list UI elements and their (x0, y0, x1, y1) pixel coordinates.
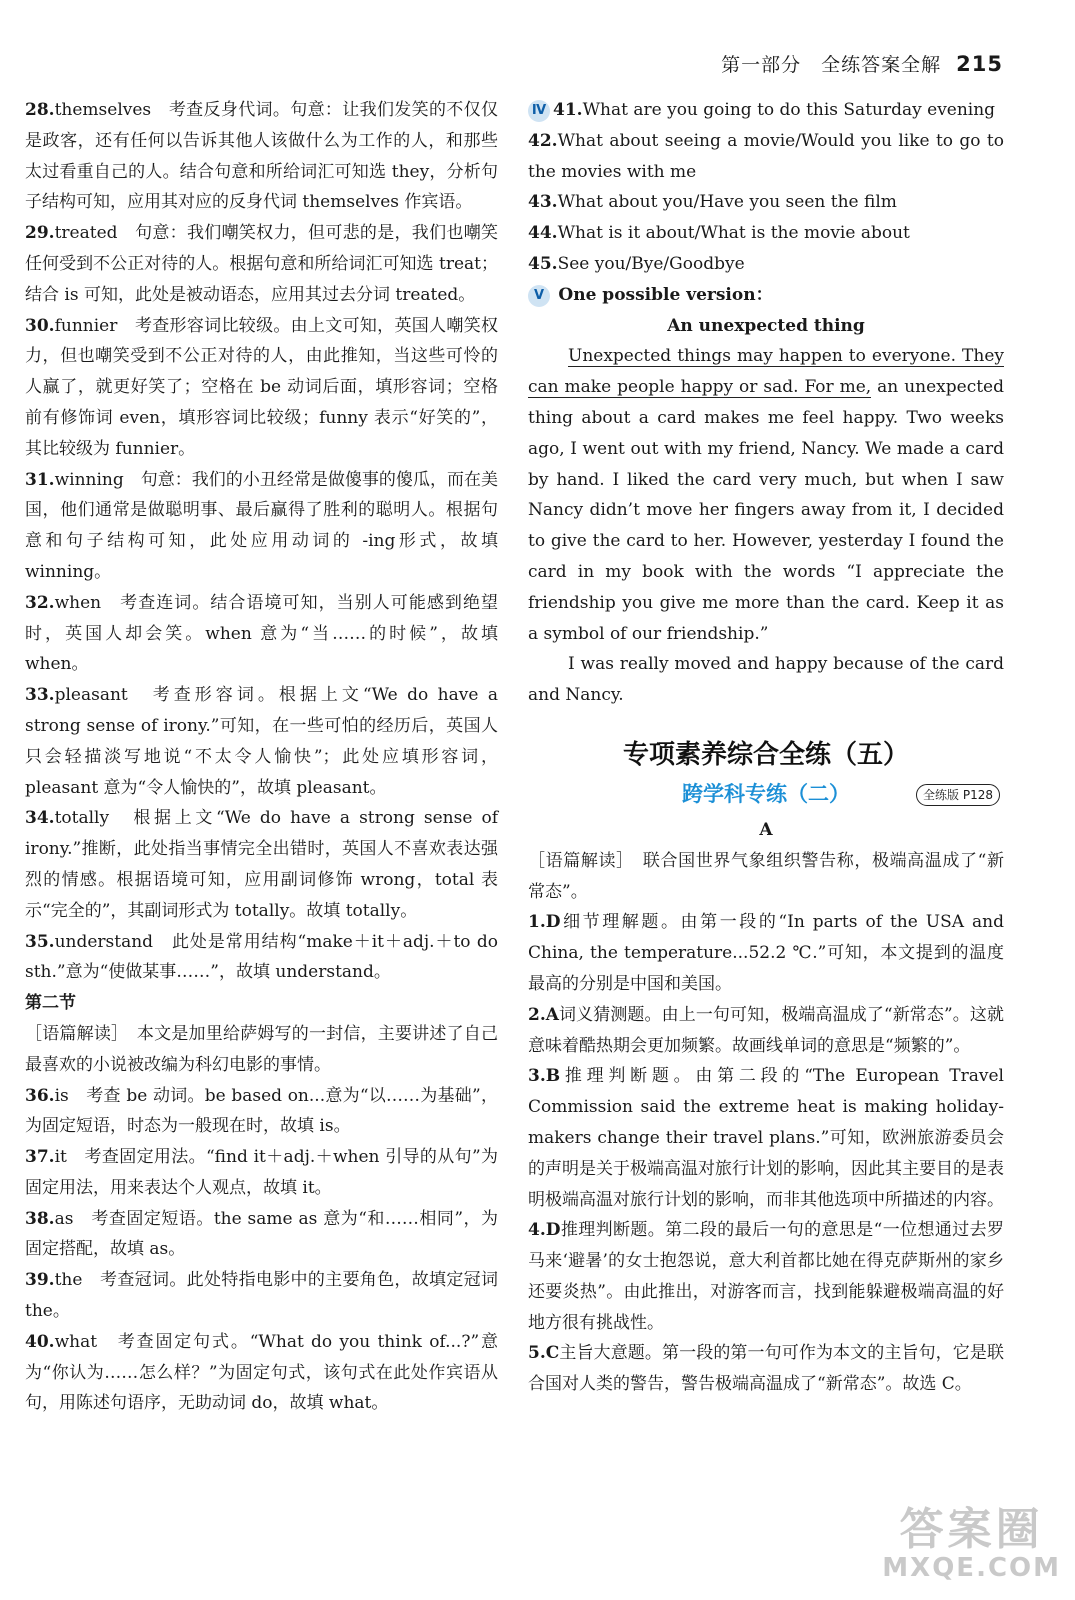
item-text: What about you/Have you seen the film (557, 192, 897, 213)
item-text: funnier 考查形容词比较级。由上文可知，英国人嘲笑权力，但也嘲笑受到不公正对待的人，由此推知，当这些可怜的人赢了，就更好笑了；空格在 be 动词后面，填形容词；空格前有修饰词 even，填形容词比较级；funny 表示“好笑的”，其比较级为 funnier。 (25, 315, 498, 459)
item-text: 细节理解题。由第一段的“In parts of the USA and China, the temperature...52.2 ℃.”可知，本文提到的温度最高的分别是中国和美国。 (528, 912, 1004, 994)
item-number: 29. (25, 223, 55, 244)
reference-page-badge: 全练版 P128 (916, 784, 1000, 806)
watermark-logo (882, 1506, 1061, 1582)
item-number: 43. (528, 192, 558, 213)
item-text: 词义猜测题。由上一句可知，极端高温成了“新常态”。这就意味着酷热期会更加频繁。故画线单词的意思是“频繁的”。 (528, 1004, 1004, 1056)
item-text: See you/Bye/Goodbye (557, 253, 745, 274)
answer-entry (528, 1061, 1004, 1215)
item-text: as 考查固定短语。the same as 意为“和……相同”，为固定搭配，故填 as。 (25, 1208, 498, 1260)
item-number: 32. (25, 592, 55, 613)
item-number: 3.B (528, 1066, 561, 1087)
item-text: understand 此处是常用结构“make＋it＋adj.＋to do sth.”意为“使做某事……”，故填 understand。 (25, 931, 498, 983)
item-text: it 考查固定用法。“find it＋adj.＋when 引导的从句”为固定用法，用来表达个人观点，故填 it。 (25, 1147, 498, 1198)
sub-title-row (528, 779, 1004, 815)
item-number: 40. (25, 1331, 55, 1352)
answer-entry (528, 907, 1004, 999)
item-number: 1.D (528, 912, 561, 933)
answer-entry (25, 218, 498, 310)
model-essay (528, 341, 1004, 711)
answer-entry (25, 588, 498, 680)
item-number: 45. (528, 253, 558, 274)
item-number: 36. (25, 1085, 55, 1106)
part-v-heading: One possible version： (558, 284, 773, 305)
page-header (721, 50, 1003, 77)
answer-entry (528, 1215, 1004, 1338)
watermark-text-cn: 答案圈 (899, 1504, 1044, 1555)
item-number: 2.A (528, 1004, 559, 1025)
item-number: 42. (528, 130, 558, 151)
reading-answer-list (528, 907, 1004, 1400)
answer-entry (25, 680, 498, 803)
answer-entry (25, 465, 498, 588)
essay-title: An unexpected thing (667, 315, 865, 336)
answer-list-second-section (25, 1081, 498, 1420)
item-number: 31. (25, 469, 55, 490)
answer-entry (25, 311, 498, 465)
item-text: 主旨大意题。第一段的第一句可作为本文的主旨句，它是联合国对人类的警告，警告极端高温成了“新常态”。故选 C。 (528, 1343, 1004, 1395)
section-two-heading: 第二节 (25, 993, 76, 1014)
answer-entry (25, 1081, 498, 1143)
item-text: 推理判断题。由第二段的“The European Travel Commission said the extreme heat is making holiday-makers change their travel plans.”可知，欧洲旅游委员会的声明是关于极端高温对旅行计划的影响，因此其主要目的是表明极端高温对旅行计划的影响，而非其他选项中所描述的内容。 (528, 1066, 1004, 1210)
answer-entry (25, 927, 498, 989)
answer-entry (528, 1338, 1004, 1400)
part-iv-label: Ⅳ (528, 100, 550, 122)
item-number: 41. (553, 100, 583, 120)
essay-paragraph-2: I was really moved and happy because of the card and Nancy. (528, 654, 1004, 706)
item-text: totally 根据上文“We do have a strong sense of irony.”推断，此处指当事情完全出错时，英国人不喜欢表达强烈的情感。根据语境可知，应用副词修饰 wrong，total 表示“完全的”，其副词形式为 totally。故填 totally。 (25, 808, 498, 921)
answer-entry (25, 803, 498, 926)
item-number: 39. (25, 1270, 55, 1291)
part-v-label: Ⅴ (528, 285, 550, 307)
cross-subject-subtitle: 跨学科专练（二） (682, 781, 850, 806)
item-text: 推理判断题。第二段的最后一句的意思是“一位想通过去罗马来‘避暑’的女士抱怨说，意大利首都比她在得克萨斯州的家乡还要炎热”。由此推出，对游客而言，找到能躲避极端高温的好地方很有挑战性。 (528, 1220, 1004, 1333)
special-practice-title: 专项素养综合全练（五） (622, 739, 909, 770)
dialogue-answer-entry (528, 249, 1004, 280)
item-number: 5.C (528, 1343, 560, 1364)
page-number: 215 (956, 52, 1003, 76)
item-text: when 考查连词。结合语境可知，当别人可能感到绝望时，英国人却会笑。when 意为“当……的时候”，故填 when。 (25, 592, 498, 675)
answer-entry (528, 1000, 1004, 1062)
item-text: pleasant 考查形容词。根据上文“We do have a strong sense of irony.”可知，在一些可怕的经历后，英国人只会轻描淡写地说“不太令人愉快”；此处应填形容词，pleasant 意为“令人愉快的”，故填 pleasant。 (25, 685, 498, 798)
answer-entry (25, 1142, 498, 1204)
part-iv-answers (528, 95, 1004, 280)
dialogue-answer-entry (528, 187, 1004, 218)
part-v-heading-row (528, 280, 1004, 311)
item-text: themselves 考查反身代词。句意：让我们发笑的不仅仅是政客，还有任何以告诉其他人该做什么为工作的人，和那些太过看重自己的人。结合句意和所给词汇可知选 they，分析句子结构可知，应用其对应的反身代词 themselves 作宾语。 (25, 100, 498, 213)
answer-entry (25, 1265, 498, 1327)
item-text: What about seeing a movie/Would you like to go to the movies with me (528, 130, 1004, 182)
dialogue-answer-entry (528, 218, 1004, 249)
item-number: 37. (25, 1147, 55, 1168)
item-text: What are you going to do this Saturday evening (582, 100, 996, 120)
essay-paragraph-1 (528, 341, 1004, 649)
answer-list-first-section (25, 95, 498, 988)
answer-entry (25, 1204, 498, 1266)
answer-entry (25, 1327, 498, 1419)
item-text: What is it about/What is the movie about (557, 223, 910, 244)
item-number: 4.D (528, 1220, 561, 1241)
header-section: 第一部分 全练答案全解 (721, 54, 942, 76)
left-column (25, 95, 498, 1419)
dialogue-answer-entry (528, 126, 1004, 188)
item-number: 33. (25, 685, 55, 706)
item-number: 34. (25, 808, 55, 829)
passage-letter: A (759, 819, 773, 840)
item-number: 38. (25, 1208, 55, 1229)
item-text: what 考查固定句式。“What do you think of...?”意为“你认为……怎么样？”为固定句式，该句式在此处作宾语从句，用陈述句语序，无助动词 do，故填 what。 (25, 1331, 498, 1414)
right-column (528, 95, 1004, 1400)
item-number: 28. (25, 100, 55, 120)
answer-entry (25, 95, 498, 218)
item-text: winning 句意：我们的小丑经常是做傻事的傻瓜，而在美国，他们通常是做聪明事、最后赢得了胜利的聪明人。根据句意和句子结构可知，此处应用动词的 -ing形式，故填 winning。 (25, 469, 498, 582)
passage-intro-section-two: ［语篇解读］ 本文是加里给萨姆写的一封信，主要讲述了自己最喜欢的小说被改编为科幻电影的事情。 (25, 1023, 498, 1075)
passage-intro-a: ［语篇解读］ 联合国世界气象组织警告称，极端高温成了“新常态”。 (528, 850, 1004, 902)
watermark-text-en: MXQE.COM (882, 1553, 1061, 1583)
essay-underlined-sentences: Unexpected things may happen to everyone. They can make people happy or sad. For me, (528, 346, 1004, 398)
item-text: treated 句意：我们嘲笑权力，但可悲的是，我们也嘲笑任何受到不公正对待的人。根据句意和所给词汇可知选 treat；结合 is 可知，此处是被动语态，应用其过去分词 treated。 (25, 223, 498, 305)
item-number: 44. (528, 223, 558, 244)
item-number: 30. (25, 315, 55, 336)
item-text: the 考查冠词。此处特指电影中的主要角色，故填定冠词 the。 (25, 1270, 498, 1322)
item-number: 35. (25, 931, 55, 952)
item-text: is 考查 be 动词。be based on...意为“以……为基础”，为固定短语，时态为一般现在时，故填 is。 (25, 1085, 498, 1137)
dialogue-answer-entry (528, 95, 1004, 126)
essay-paragraph-1-rest: an unexpected thing about a card makes me feel happy. Two weeks ago, I went out with my friend, Nancy. We made a card by hand. I liked the card very much, but when I saw Nancy didn’t move her fingers away from it, I decided to give the card to her. However, yesterday I found the card in my book with the words “I appreciate the friendship you give me more than the card. Keep it as a symbol of our friendship.” (528, 377, 1004, 644)
